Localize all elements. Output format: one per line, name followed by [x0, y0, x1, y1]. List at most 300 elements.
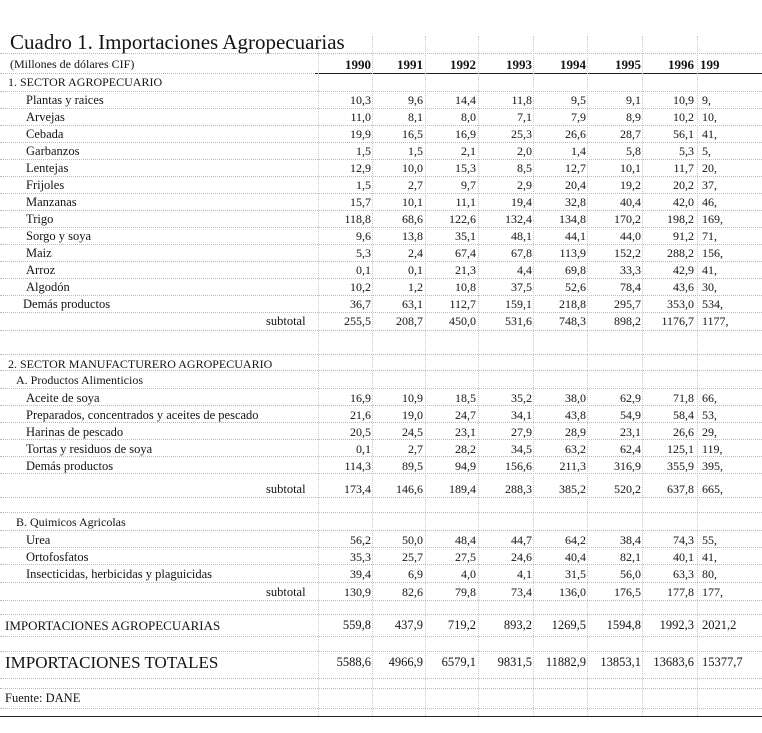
value-cell: 1,4 [571, 144, 586, 158]
value-cell: 25,7 [402, 550, 423, 564]
value-cell: 35,1 [455, 229, 476, 243]
value-cell: 35,3 [350, 550, 371, 564]
grid-line [0, 125, 762, 126]
value-cell: 16,5 [402, 127, 423, 141]
value-cell: 295,7 [614, 297, 641, 311]
value-cell: 5,3 [679, 144, 694, 158]
value-cell: 46, [702, 195, 717, 209]
value-cell: 125,1 [667, 442, 694, 456]
value-cell: 1177, [702, 314, 729, 328]
value-cell: 19,4 [511, 195, 532, 209]
value-cell: 42,9 [673, 263, 694, 277]
value-cell: 40,1 [673, 550, 694, 564]
value-cell: 9, [702, 93, 711, 107]
value-cell: 169, [702, 212, 723, 226]
value-cell: 64,2 [565, 533, 586, 547]
year-header: 1994 [560, 57, 586, 72]
value-cell: 5,8 [626, 144, 641, 158]
row-label: Maiz [26, 246, 52, 260]
value-cell: 15,7 [350, 195, 371, 209]
value-cell: 173,4 [344, 482, 371, 496]
grid-line [0, 244, 762, 245]
value-cell: 73,4 [511, 585, 532, 599]
table-row [0, 313, 762, 330]
row-label: 2. SECTOR MANUFACTURERO AGROPECUARIO [8, 357, 273, 371]
row-label: Tortas y residuos de soya [26, 442, 153, 456]
grid-line [0, 688, 762, 689]
value-cell: 18,5 [455, 391, 476, 405]
value-cell: 13853,1 [600, 655, 641, 669]
row-label: Demás productos [26, 459, 114, 473]
value-cell: 146,6 [396, 482, 423, 496]
value-cell: 6579,1 [441, 655, 476, 669]
table-row [0, 481, 762, 498]
value-cell: 156,6 [505, 459, 532, 473]
grid-line [0, 651, 762, 652]
value-cell: 893,2 [503, 618, 532, 632]
value-cell: 4,4 [517, 263, 532, 277]
grid-line [0, 159, 762, 160]
value-cell: 63,3 [673, 567, 694, 581]
value-cell: 31,5 [565, 567, 586, 581]
value-cell: 10,8 [455, 280, 476, 294]
value-cell: 68,6 [402, 212, 423, 226]
value-cell: 531,6 [505, 314, 532, 328]
value-cell: 637,8 [667, 482, 694, 496]
value-cell: 71,8 [673, 391, 694, 405]
value-cell: 28,9 [565, 425, 586, 439]
value-cell: 20,4 [565, 178, 586, 192]
value-cell: 16,9 [350, 391, 371, 405]
value-cell: 898,2 [614, 314, 641, 328]
value-cell: 255,5 [344, 314, 371, 328]
value-cell: 13683,6 [653, 655, 694, 669]
grid-line [0, 614, 762, 615]
value-cell: 11,1 [455, 195, 476, 209]
value-cell: 211,3 [559, 459, 586, 473]
value-cell: 10,1 [620, 161, 641, 175]
grid-line [425, 36, 426, 716]
value-cell: 385,2 [559, 482, 586, 496]
value-cell: 10,3 [350, 93, 371, 107]
value-cell: 41, [702, 127, 717, 141]
value-cell: 170,2 [614, 212, 641, 226]
table-row [0, 109, 762, 126]
value-cell: 38,4 [620, 533, 641, 547]
value-cell: 119, [702, 442, 723, 456]
value-cell: 26,6 [565, 127, 586, 141]
value-cell: 62,9 [620, 391, 641, 405]
row-label: Preparados, concentrados y aceites de pescado [26, 408, 259, 422]
value-cell: 35,2 [511, 391, 532, 405]
value-cell: 11882,9 [545, 655, 586, 669]
table-row [0, 279, 762, 296]
value-cell: 41, [702, 263, 717, 277]
value-cell: 37, [702, 178, 717, 192]
value-cell: 1,2 [408, 280, 423, 294]
value-cell: 23,1 [455, 425, 476, 439]
grid-line [0, 439, 762, 440]
value-cell: 48,4 [455, 533, 476, 547]
value-cell: 34,1 [511, 408, 532, 422]
year-header: 1995 [615, 57, 641, 72]
value-cell: 132,4 [505, 212, 532, 226]
value-cell: 534, [702, 297, 723, 311]
value-cell: 10, [702, 110, 717, 124]
row-label: Manzanas [26, 195, 77, 209]
value-cell: 32,8 [565, 195, 586, 209]
value-cell: 63,1 [402, 297, 423, 311]
value-cell: 177, [702, 585, 723, 599]
table-row [0, 228, 762, 245]
year-header: 1991 [397, 57, 423, 72]
value-cell: 56,0 [620, 567, 641, 581]
value-cell: 0,1 [356, 442, 371, 456]
value-cell: 9,7 [461, 178, 476, 192]
value-cell: 8,9 [626, 110, 641, 124]
value-cell: 74,3 [673, 533, 694, 547]
grid-line [0, 405, 762, 406]
value-cell: 58,4 [673, 408, 694, 422]
grid-line [0, 176, 762, 177]
grid-line [0, 473, 762, 474]
grid-line [478, 36, 479, 716]
grid-line [318, 36, 319, 716]
value-cell: 15377,7 [702, 655, 743, 669]
table-row [0, 262, 762, 279]
table-row [0, 211, 762, 228]
value-cell: 156, [702, 246, 723, 260]
value-cell: 27,5 [455, 550, 476, 564]
value-cell: 198,2 [667, 212, 694, 226]
value-cell: 8,5 [517, 161, 532, 175]
value-cell: 395, [702, 459, 723, 473]
value-cell: 2,9 [517, 178, 532, 192]
year-header: 199 [700, 57, 720, 72]
row-label: Fuente: DANE [5, 691, 81, 705]
value-cell: 91,2 [673, 229, 694, 243]
row-label: Cebada [26, 127, 64, 141]
row-label: Algodón [26, 280, 70, 294]
value-cell: 48,1 [511, 229, 532, 243]
year-header: 1993 [506, 57, 532, 72]
row-label: B. Quimicos Agricolas [16, 515, 126, 529]
value-cell: 36,7 [350, 297, 371, 311]
value-cell: 2021,2 [702, 618, 737, 632]
value-cell: 0,1 [356, 263, 371, 277]
value-cell: 353,0 [667, 297, 694, 311]
value-cell: 89,5 [402, 459, 423, 473]
grid-line [0, 388, 762, 389]
value-cell: 80, [702, 567, 717, 581]
row-label: subtotal [266, 482, 306, 496]
value-cell: 6,9 [408, 567, 423, 581]
table-row [0, 194, 762, 211]
value-cell: 218,8 [559, 297, 586, 311]
grid-line [0, 530, 762, 531]
row-label: Insecticidas, herbicidas y plaguicidas [26, 567, 213, 581]
grid-line [0, 370, 762, 371]
value-cell: 559,8 [342, 618, 371, 632]
value-cell: 118,8 [344, 212, 371, 226]
grid-line [0, 108, 762, 109]
row-label: Trigo [26, 212, 54, 226]
value-cell: 30, [702, 280, 717, 294]
grid-line [0, 312, 762, 313]
value-cell: 24,6 [511, 550, 532, 564]
value-cell: 20,5 [350, 425, 371, 439]
value-cell: 38,0 [565, 391, 586, 405]
value-cell: 2,1 [461, 144, 476, 158]
grid-line [0, 354, 762, 355]
value-cell: 21,6 [350, 408, 371, 422]
value-cell: 10,9 [673, 93, 694, 107]
value-cell: 122,6 [449, 212, 476, 226]
row-label: Sorgo y soya [26, 229, 92, 243]
grid-line [0, 142, 762, 143]
value-cell: 40,4 [620, 195, 641, 209]
row-label: Plantas y raices [26, 93, 104, 107]
value-cell: 44,7 [511, 533, 532, 547]
value-cell: 665, [702, 482, 723, 496]
table-row [0, 92, 762, 109]
value-cell: 11,0 [350, 110, 371, 124]
value-cell: 2,7 [408, 442, 423, 456]
value-cell: 50,0 [402, 533, 423, 547]
row-label: Frijoles [26, 178, 65, 192]
value-cell: 69,8 [565, 263, 586, 277]
value-cell: 29, [702, 425, 717, 439]
value-cell: 26,6 [673, 425, 694, 439]
grid-line [0, 193, 762, 194]
value-cell: 1992,3 [659, 618, 694, 632]
value-cell: 450,0 [449, 314, 476, 328]
value-cell: 52,6 [565, 280, 586, 294]
row-label: Urea [26, 533, 51, 547]
value-cell: 56,1 [673, 127, 694, 141]
table-row [0, 74, 762, 91]
value-cell: 40,4 [565, 550, 586, 564]
value-cell: 37,5 [511, 280, 532, 294]
value-cell: 78,4 [620, 280, 641, 294]
value-cell: 71, [702, 229, 717, 243]
row-label: Arvejas [26, 110, 65, 124]
value-cell: 2,7 [408, 178, 423, 192]
value-cell: 10,2 [350, 280, 371, 294]
value-cell: 11,8 [511, 93, 532, 107]
value-cell: 27,9 [511, 425, 532, 439]
value-cell: 113,9 [559, 246, 586, 260]
grid-line [0, 547, 762, 548]
row-label: Aceite de soya [26, 391, 100, 405]
value-cell: 719,2 [447, 618, 476, 632]
value-cell: 2,0 [517, 144, 532, 158]
value-cell: 5,3 [356, 246, 371, 260]
table-title: Cuadro 1. Importaciones Agropecuarias [10, 30, 345, 54]
grid-line [533, 36, 534, 716]
row-label: Demás productos [23, 297, 111, 311]
table-row [0, 177, 762, 194]
value-cell: 67,4 [455, 246, 476, 260]
table-row [0, 566, 762, 583]
value-cell: 19,0 [402, 408, 423, 422]
value-cell: 10,0 [402, 161, 423, 175]
value-cell: 24,7 [455, 408, 476, 422]
value-cell: 9,1 [626, 93, 641, 107]
value-cell: 24,5 [402, 425, 423, 439]
grid-line [0, 91, 762, 92]
year-header: 1996 [668, 57, 694, 72]
grid-line [0, 678, 762, 679]
grid-line [0, 422, 762, 423]
value-cell: 25,3 [511, 127, 532, 141]
value-cell: 520,2 [614, 482, 641, 496]
value-cell: 9,6 [356, 229, 371, 243]
table-row [0, 617, 762, 634]
value-cell: 8,1 [408, 110, 423, 124]
grid-line [0, 227, 762, 228]
value-cell: 177,8 [667, 585, 694, 599]
value-cell: 10,2 [673, 110, 694, 124]
value-cell: 1594,8 [606, 618, 641, 632]
row-label: IMPORTACIONES TOTALES [5, 653, 219, 672]
value-cell: 53, [702, 408, 717, 422]
value-cell: 63,2 [565, 442, 586, 456]
value-cell: 55, [702, 533, 717, 547]
grid-line [0, 278, 762, 279]
value-cell: 82,1 [620, 550, 641, 564]
value-cell: 7,1 [517, 110, 532, 124]
grid-line [0, 497, 762, 498]
value-cell: 82,6 [402, 585, 423, 599]
value-cell: 41, [702, 550, 717, 564]
value-cell: 44,1 [565, 229, 586, 243]
value-cell: 189,4 [449, 482, 476, 496]
value-cell: 62,4 [620, 442, 641, 456]
value-cell: 79,8 [455, 585, 476, 599]
value-cell: 9,6 [408, 93, 423, 107]
value-cell: 176,5 [614, 585, 641, 599]
row-label: Arroz [26, 263, 56, 277]
border-line [315, 73, 762, 74]
value-cell: 54,9 [620, 408, 641, 422]
grid-line [0, 564, 762, 565]
value-cell: 437,9 [394, 618, 423, 632]
value-cell: 34,5 [511, 442, 532, 456]
table-row [0, 143, 762, 160]
grid-line [0, 210, 762, 211]
grid-line [697, 36, 698, 716]
value-cell: 13,8 [402, 229, 423, 243]
value-cell: 43,8 [565, 408, 586, 422]
value-cell: 8,0 [461, 110, 476, 124]
value-cell: 4966,9 [388, 655, 423, 669]
row-label: IMPORTACIONES AGROPECUARIAS [5, 618, 221, 633]
value-cell: 28,2 [455, 442, 476, 456]
value-cell: 15,3 [455, 161, 476, 175]
value-cell: 20, [702, 161, 717, 175]
value-cell: 12,9 [350, 161, 371, 175]
row-label: Harinas de pescado [26, 425, 124, 439]
grid-line [0, 295, 762, 296]
value-cell: 10,9 [402, 391, 423, 405]
value-cell: 23,1 [620, 425, 641, 439]
value-cell: 152,2 [614, 246, 641, 260]
year-header: 1992 [450, 57, 476, 72]
grid-line [0, 456, 762, 457]
grid-line [0, 636, 762, 637]
value-cell: 33,3 [620, 263, 641, 277]
grid-line [0, 708, 762, 709]
table-row [0, 245, 762, 262]
grid-line [372, 36, 373, 716]
row-label: Garbanzos [26, 144, 80, 158]
value-cell: 67,8 [511, 246, 532, 260]
grid-line [0, 600, 762, 601]
value-cell: 5588,6 [336, 655, 371, 669]
value-cell: 1269,5 [551, 618, 586, 632]
value-cell: 21,3 [455, 263, 476, 277]
grid-line [0, 330, 762, 331]
value-cell: 19,2 [620, 178, 641, 192]
row-label: Ortofosfatos [26, 550, 89, 564]
value-cell: 7,9 [571, 110, 586, 124]
value-cell: 0,1 [408, 263, 423, 277]
value-cell: 20,2 [673, 178, 694, 192]
value-cell: 1,5 [408, 144, 423, 158]
grid-line [0, 512, 762, 513]
row-label: subtotal [266, 585, 306, 599]
value-cell: 19,9 [350, 127, 371, 141]
value-cell: 748,3 [559, 314, 586, 328]
row-label: A. Productos Alimenticios [16, 373, 143, 387]
value-cell: 355,9 [667, 459, 694, 473]
value-cell: 14,4 [455, 93, 476, 107]
value-cell: 28,7 [620, 127, 641, 141]
value-cell: 10,1 [402, 195, 423, 209]
table-row [0, 296, 762, 313]
grid-line [0, 53, 762, 54]
table-row [0, 654, 762, 671]
year-header: 1990 [345, 57, 371, 72]
header-row [0, 56, 762, 73]
value-cell: 159,1 [505, 297, 532, 311]
value-cell: 134,8 [559, 212, 586, 226]
source-row [0, 690, 762, 707]
value-cell: 9,5 [571, 93, 586, 107]
value-cell: 94,9 [455, 459, 476, 473]
value-cell: 1,5 [356, 144, 371, 158]
value-cell: 56,2 [350, 533, 371, 547]
value-cell: 12,7 [565, 161, 586, 175]
table-row [0, 160, 762, 177]
value-cell: 288,3 [505, 482, 532, 496]
value-cell: 43,6 [673, 280, 694, 294]
value-cell: 114,3 [344, 459, 371, 473]
table-row [0, 584, 762, 601]
value-cell: 42,0 [673, 195, 694, 209]
value-cell: 112,7 [449, 297, 476, 311]
value-cell: 16,9 [455, 127, 476, 141]
row-label: Lentejas [26, 161, 69, 175]
grid-line [0, 261, 762, 262]
value-cell: 1,5 [356, 178, 371, 192]
value-cell: 208,7 [396, 314, 423, 328]
border-line [0, 716, 762, 717]
value-cell: 9831,5 [497, 655, 532, 669]
table-row [0, 126, 762, 143]
value-cell: 44,0 [620, 229, 641, 243]
